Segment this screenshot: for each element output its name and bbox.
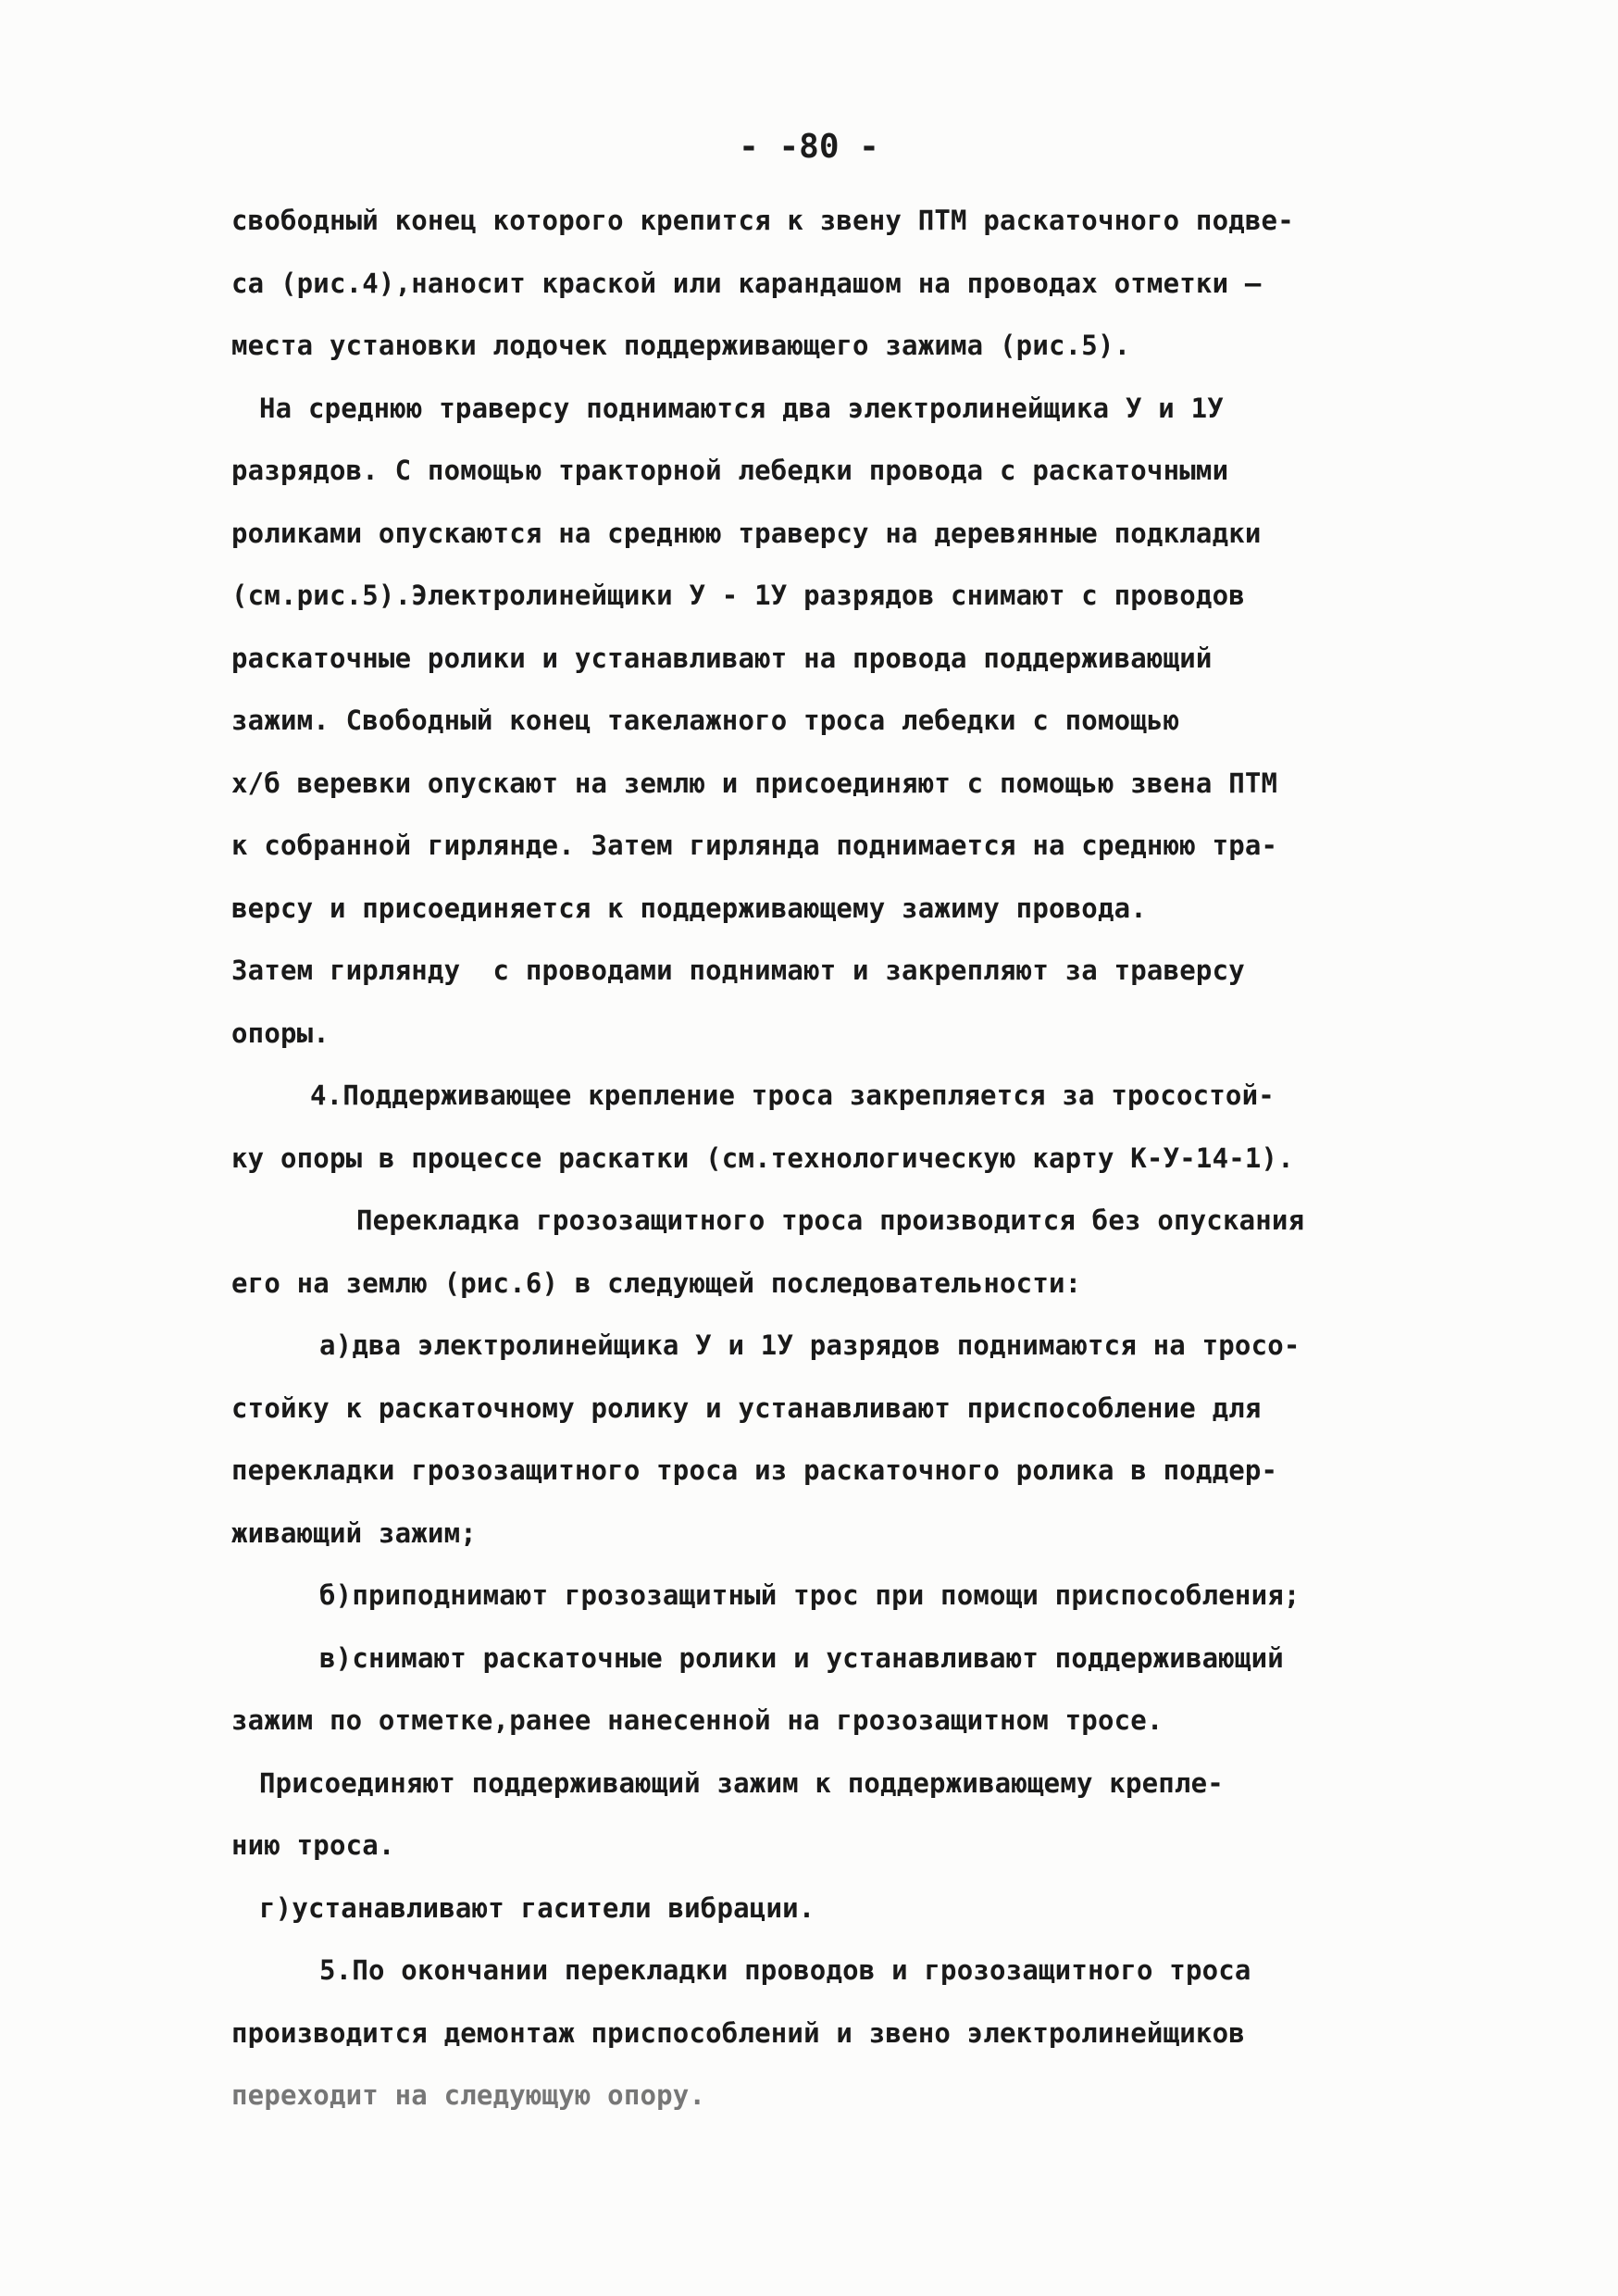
text-line: места установки лодочек поддерживающего зажима (рис.5). bbox=[231, 330, 1131, 361]
document-body bbox=[231, 190, 1435, 2128]
text-line: г)устанавливают гасители вибрации. bbox=[259, 1891, 815, 1924]
text-line: живающий зажим; bbox=[231, 1516, 477, 1549]
text-line: раскаточные ролики и устанавливают на провода поддерживающий bbox=[231, 642, 1213, 674]
text-line: свободный конец которого крепится к звену ПТМ раскаточного подве- bbox=[231, 205, 1294, 236]
text-line: переходит на следующую опору. bbox=[231, 2079, 706, 2111]
text-line: зажим. Свободный конец такелажного троса лебедки с помощью bbox=[231, 705, 1180, 736]
text-line: 4.Поддерживающее крепление троса закрепляется за тросостой- bbox=[310, 1079, 1275, 1111]
text-line: б)приподнимают грозозащитный трос при помощи приспособления; bbox=[319, 1579, 1301, 1611]
text-line: перекладки грозозащитного троса из раскаточного ролика в поддер- bbox=[231, 1454, 1278, 1486]
text-line: зажим по отметке,ранее нанесенной на грозозащитном тросе. bbox=[231, 1704, 1164, 1736]
text-line: ку опоры в процессе раскатки (см.технологическую карту К-У-14-1). bbox=[231, 1142, 1294, 1174]
text-line: Затем гирлянду с проводами поднимают и закрепляют за траверсу bbox=[231, 955, 1245, 986]
text-line: а)два электролинейщика У и 1У разрядов поднимаются на тросо- bbox=[319, 1329, 1301, 1361]
text-line: роликами опускаются на среднюю траверсу на деревянные подкладки bbox=[231, 517, 1262, 549]
text-line: нию троса. bbox=[231, 1829, 395, 1861]
text-line: 5.По окончании перекладки проводов и грозозащитного троса bbox=[319, 1954, 1251, 1986]
text-line: разрядов. С помощью тракторной лебедки провода с раскаточными bbox=[231, 455, 1229, 486]
page-number: - -80 - bbox=[739, 128, 879, 166]
text-line: его на землю (рис.6) в следующей последовательности: bbox=[231, 1267, 1082, 1299]
text-line: опоры. bbox=[231, 1017, 330, 1049]
text-line: Перекладка грозозащитного троса производится без опускания bbox=[356, 1204, 1305, 1236]
text-line: стойку к раскаточному ролику и устанавливают приспособление для bbox=[231, 1391, 1262, 1424]
text-line: к собранной гирлянде. Затем гирлянда поднимается на среднюю тра- bbox=[231, 830, 1278, 861]
text-line: версу и присоединяется к поддерживающему зажиму провода. bbox=[231, 892, 1147, 924]
text-line: са (рис.4),наносит краской или карандашом на проводах отметки — bbox=[231, 267, 1262, 299]
text-line: Присоединяют поддерживающий зажим к поддерживающему крепле- bbox=[259, 1766, 1224, 1799]
text-line: На среднюю траверсу поднимаются два электролинейщика У и 1У bbox=[259, 392, 1224, 424]
text-line: (см.рис.5).Электролинейщики У - 1У разрядов снимают с проводов bbox=[231, 580, 1245, 611]
text-line: х/б веревки опускают на землю и присоединяют с помощью звена ПТМ bbox=[231, 767, 1278, 799]
text-line: производится демонтаж приспособлений и звено электролинейщиков bbox=[231, 2016, 1245, 2049]
text-line: в)снимают раскаточные ролики и устанавливают поддерживающий bbox=[319, 1641, 1284, 1674]
